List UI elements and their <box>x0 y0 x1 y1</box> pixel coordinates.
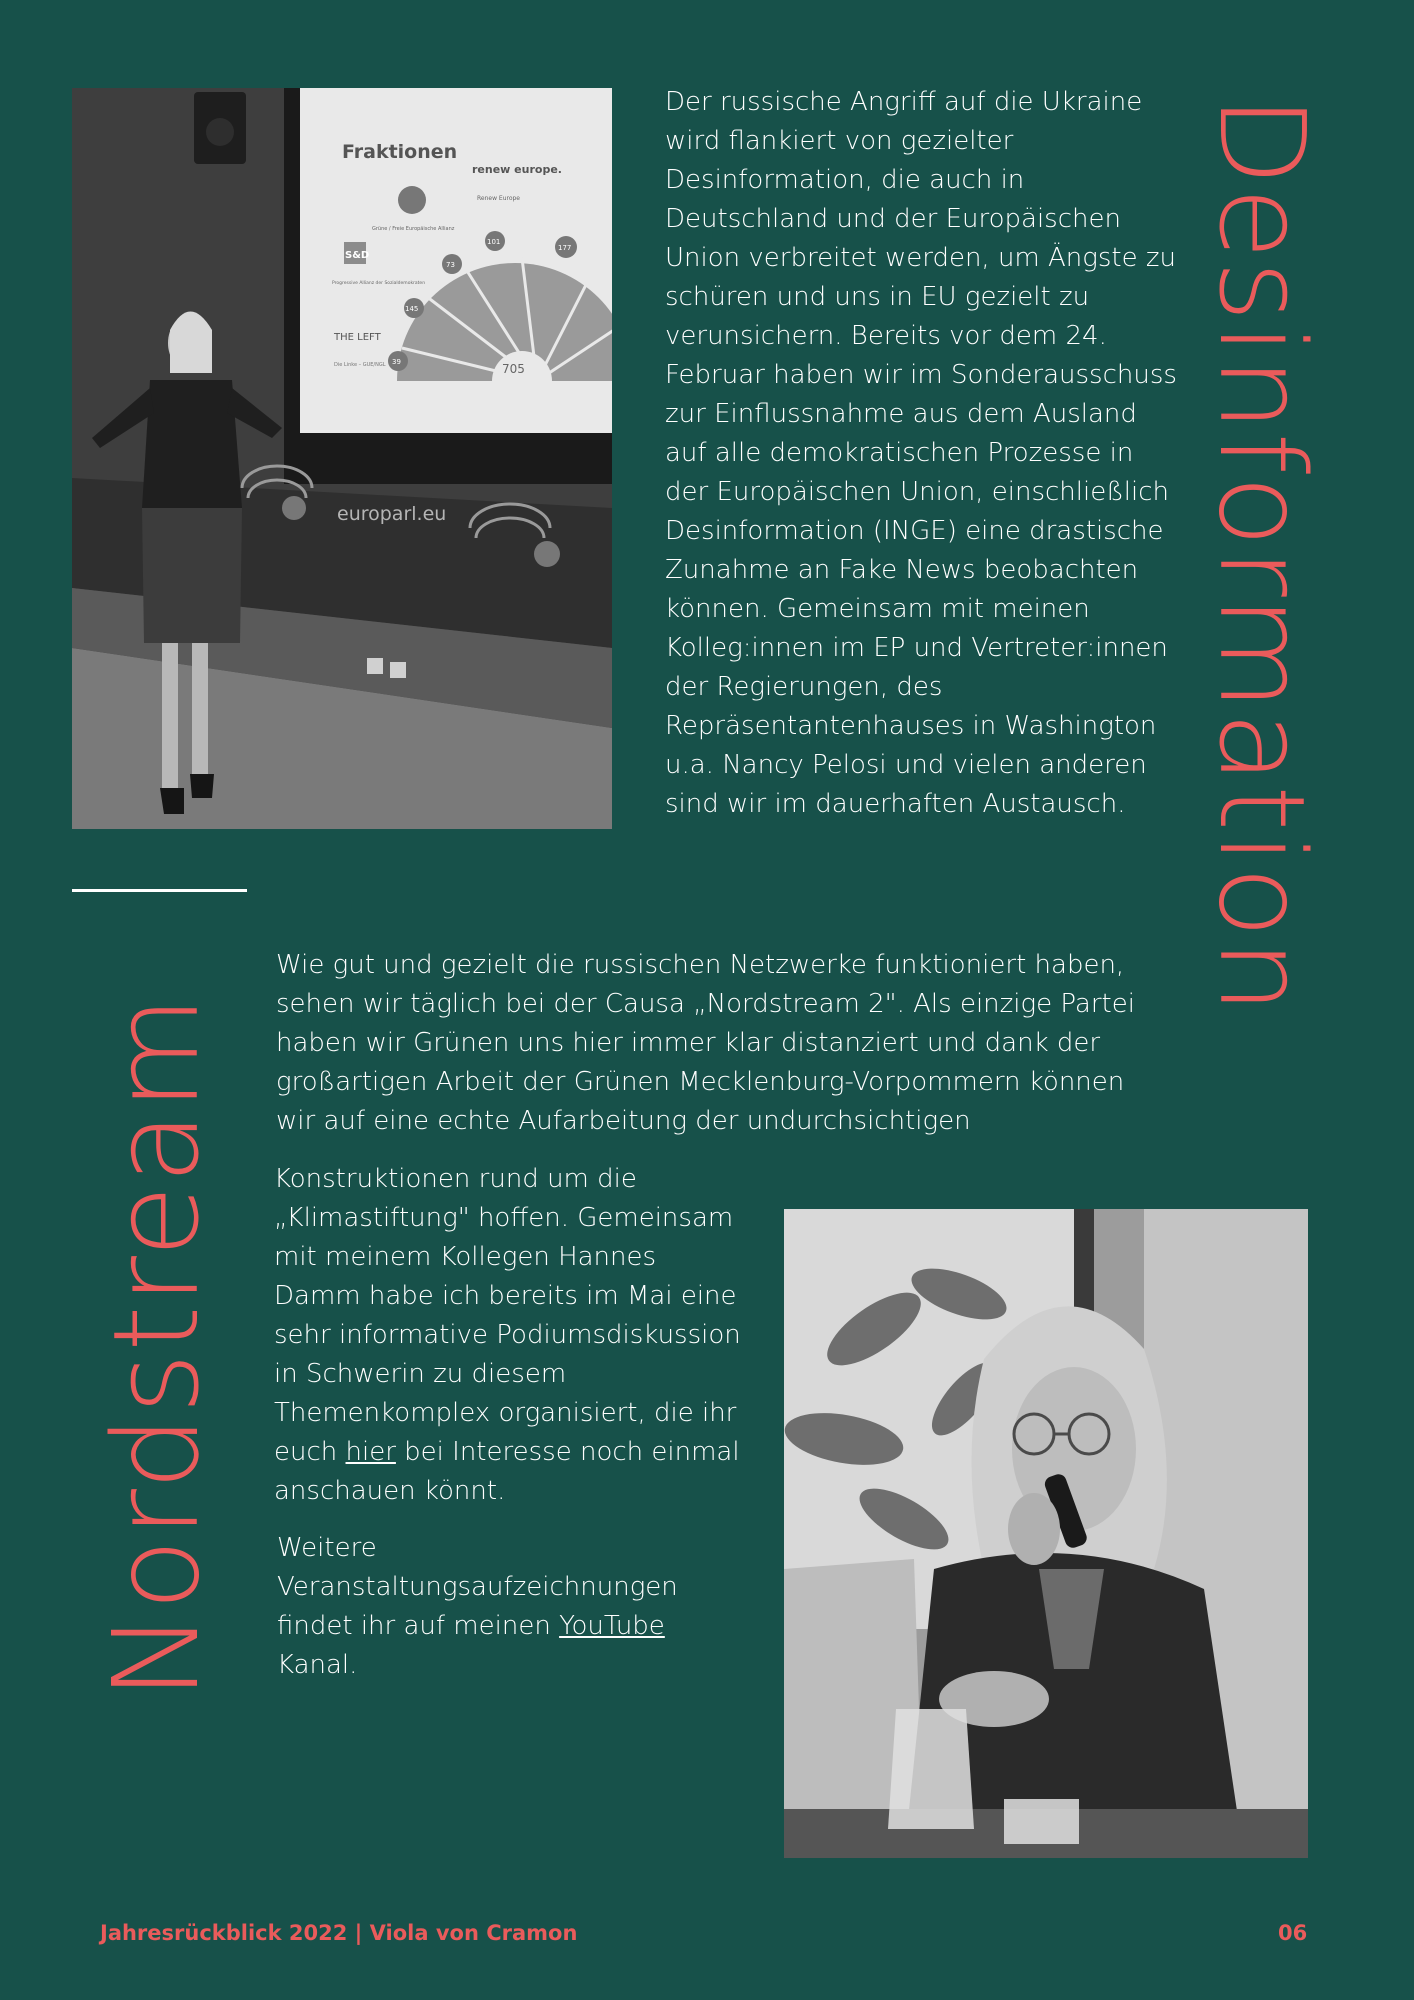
screen-left-label: Die Linke – GUE/NGL <box>334 362 386 368</box>
screen-left-logo: THE LEFT <box>334 332 381 343</box>
seat-label: 101 <box>487 238 501 246</box>
desinformation-title: Desinformation <box>1193 95 1331 1015</box>
seat-label: 73 <box>446 261 455 269</box>
seat-label: 177 <box>558 244 572 252</box>
nordstream-klimastiftung-paragraph <box>274 1160 749 1511</box>
paragraph2-text-before: Konstruktionen rund um die „Klimastiftung" hoffen. Gemeinsam mit meinem Kollegen Hannes Damm habe ich bereits im Mai eine sehr informative Podiumsdiskussion in Schwerin zu diesem Themenkomplex organisiert, die ihr euch <box>274 1164 741 1467</box>
paragraph2-text-after: bei Interesse noch einmal anschauen könnt. <box>274 1437 740 1506</box>
screen-sd-logo: S&D <box>345 250 370 261</box>
screen-renew-label: Renew Europe <box>477 195 520 202</box>
footer-title: Jahresrückblick 2022 | Viola von Cramon <box>100 1921 578 1945</box>
screen-renew-logo: renew europe. <box>472 163 562 176</box>
nordstream-intro-paragraph: Wie gut und gezielt die russischen Netzwerke funktioniert haben, sehen wir täglich bei der Causa „Nordstream 2". Als einzige Partei haben wir Grünen uns hier immer klar distanziert und dank der großartigen Arbeit der Grünen Mecklenburg-Vorpommern können wir auf eine echte Aufarbeitung der undurchsichtigen <box>276 950 1135 1136</box>
screen-title-text: Fraktionen <box>342 141 458 163</box>
section-divider <box>72 889 247 892</box>
page-number: 06 <box>1278 1921 1308 1945</box>
desinformation-paragraph: Der russische Angriff auf die Ukraine wird flankiert von gezielter Desinformation, die auch in Deutschland und der Europäischen Union verbreitet werden, um Ängste zu schüren und uns in EU gezielt zu verunsichern. Bereits vor dem 24. Februar haben wir im Sonderausschuss zur Einflussnahme aus dem Ausland auf alle demokratischen Prozesse in der Europäischen Union, einschließlich Desinformation (INGE) eine drastische Zunahme an Fake News beobachten können. Gemeinsam mit meinen Kolleg:innen im EP und Vertreter:innen der Regierungen, des Repräsentantenhauses in Washington u.a. Nancy Pelosi und vielen anderen sind wir im dauerhaften Austausch. <box>665 87 1177 819</box>
youtube-link[interactable]: YouTube <box>559 1611 665 1641</box>
youtube-paragraph <box>277 1529 697 1685</box>
wall-europarl-text: europarl.eu <box>337 503 447 525</box>
seat-total-label: 705 <box>502 362 525 376</box>
seat-label: 39 <box>392 358 401 366</box>
seat-label: 145 <box>405 305 419 313</box>
photo-speaker-presentation <box>72 88 612 829</box>
photo-podium-speaker <box>784 1209 1308 1858</box>
hier-link[interactable]: hier <box>345 1437 396 1467</box>
nordstream-title: Nordstream <box>87 994 225 1700</box>
paragraph3-text-before: Weitere Veranstaltungsaufzeichnungen findet ihr auf meinen <box>277 1533 678 1641</box>
screen-greens-label: Grüne / Freie Europäische Allianz <box>372 226 455 232</box>
screen-sd-label: Progressive Allianz der Sozialdemokraten <box>332 281 426 286</box>
paragraph3-text-after: Kanal. <box>277 1650 358 1680</box>
